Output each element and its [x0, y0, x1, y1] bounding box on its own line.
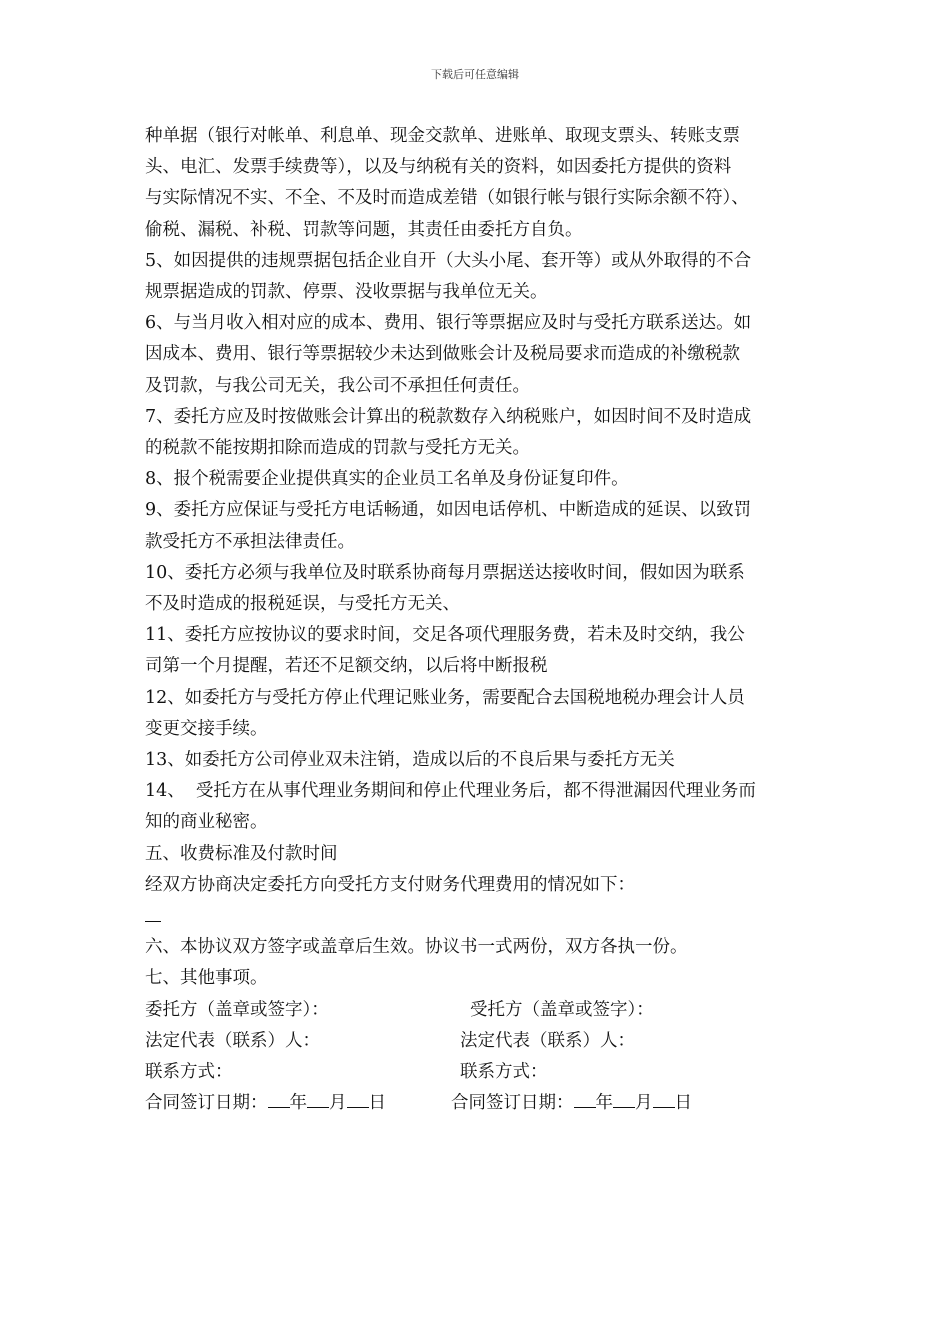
agent-date	[451, 1088, 692, 1119]
agent-rep-label: 法定代表（联系）人：	[460, 1030, 635, 1051]
month-blank	[307, 1088, 329, 1108]
date-label: 合同签订日期：	[451, 1093, 574, 1114]
dash-mark	[145, 921, 161, 922]
year-blank	[574, 1088, 596, 1108]
month-blank	[613, 1088, 635, 1108]
clause-13: 13、如委托方公司停业双未注销，造成以后的不良后果与委托方无关	[145, 750, 675, 771]
document-body	[145, 121, 825, 1119]
year-blank	[268, 1088, 290, 1108]
text-line: 不及时造成的报税延误，与受托方无关、	[145, 594, 460, 615]
clause-14: 14、 受托方在从事代理业务期间和停止代理业务后，都不得泄漏因代理业务而	[145, 781, 756, 802]
client-date	[145, 1088, 386, 1119]
day-blank	[347, 1088, 369, 1108]
text-line: 司第一个月提醒，若还不足额交纳，以后将中断报税	[145, 656, 548, 677]
signature-row-rep	[145, 1026, 825, 1057]
text-line: 的税款不能按期扣除而造成的罚款与受托方无关。	[145, 438, 530, 459]
clause-7: 7、委托方应及时按做账会计算出的税款数存入纳税账户，如因时间不及时造成	[145, 406, 752, 427]
text-line: 因成本、费用、银行等票据较少未达到做账会计及税局要求而造成的补缴税款	[145, 344, 740, 365]
client-rep-label: 法定代表（联系）人：	[145, 1030, 320, 1051]
agent-seal-label: 受托方（盖章或签字）：	[470, 999, 654, 1020]
agent-contact-label: 联系方式：	[460, 1062, 548, 1083]
text-line: 经双方协商决定委托方向受托方支付财务代理费用的情况如下：	[145, 874, 635, 895]
year-label: 年	[595, 1093, 613, 1114]
date-label: 合同签订日期：	[145, 1093, 268, 1114]
text-line: 头、电汇、发票手续费等），以及与纳税有关的资料，如因委托方提供的资料	[145, 157, 732, 178]
month-label: 月	[329, 1093, 347, 1114]
clause-11: 11、委托方应按协议的要求时间，交足各项代理服务费，若未及时交纳，我公	[145, 625, 745, 646]
clause-5: 5、如因提供的违规票据包括企业自开（大头小尾、套开等）或从外取得的不合	[145, 250, 752, 271]
text-line: 规票据造成的罚款、停票、没收票据与我单位无关。	[145, 282, 548, 303]
client-seal-label: 委托方（盖章或签字）：	[145, 999, 329, 1020]
clause-6: 6、与当月收入相对应的成本、费用、银行等票据应及时与受托方联系送达。如	[145, 313, 752, 334]
text-line: 与实际情况不实、不全、不及时而造成差错（如银行帐与银行实际余额不符）、	[145, 188, 749, 209]
client-contact-label: 联系方式：	[145, 1062, 233, 1083]
text-line: 知的商业秘密。	[145, 812, 268, 833]
clause-8: 8、报个税需要企业提供真实的企业员工名单及身份证复印件。	[145, 469, 629, 490]
section-heading-fees: 五、收费标准及付款时间	[145, 843, 338, 864]
page-header: 下载后可任意编辑	[431, 68, 519, 81]
signature-row-date	[145, 1088, 825, 1119]
clause-10: 10、委托方必须与我单位及时联系协商每月票据送达接收时间，假如因为联系	[145, 562, 745, 583]
text-line: 偷税、漏税、补税、罚款等问题，其责任由委托方自负。	[145, 219, 583, 240]
month-label: 月	[635, 1093, 653, 1114]
section-other: 七、其他事项。	[145, 968, 268, 989]
signature-row-seal	[145, 995, 825, 1026]
year-label: 年	[289, 1093, 307, 1114]
blank-line	[145, 901, 825, 932]
day-label: 日	[368, 1093, 386, 1114]
clause-12: 12、如委托方与受托方停止代理记账业务，需要配合去国税地税办理会计人员	[145, 687, 745, 708]
day-label: 日	[674, 1093, 692, 1114]
day-blank	[653, 1088, 675, 1108]
signature-row-contact	[145, 1057, 825, 1088]
section-effective: 六、本协议双方签字或盖章后生效。协议书一式两份，双方各执一份。	[145, 937, 688, 958]
clause-9: 9、委托方应保证与受托方电话畅通，如因电话停机、中断造成的延误、以致罚	[145, 500, 752, 521]
text-line: 及罚款，与我公司无关，我公司不承担任何责任。	[145, 375, 530, 396]
text-line: 款受托方不承担法律责任。	[145, 531, 355, 552]
text-line: 变更交接手续。	[145, 718, 268, 739]
text-line: 种单据（银行对帐单、利息单、现金交款单、进账单、取现支票头、转账支票	[145, 126, 740, 146]
